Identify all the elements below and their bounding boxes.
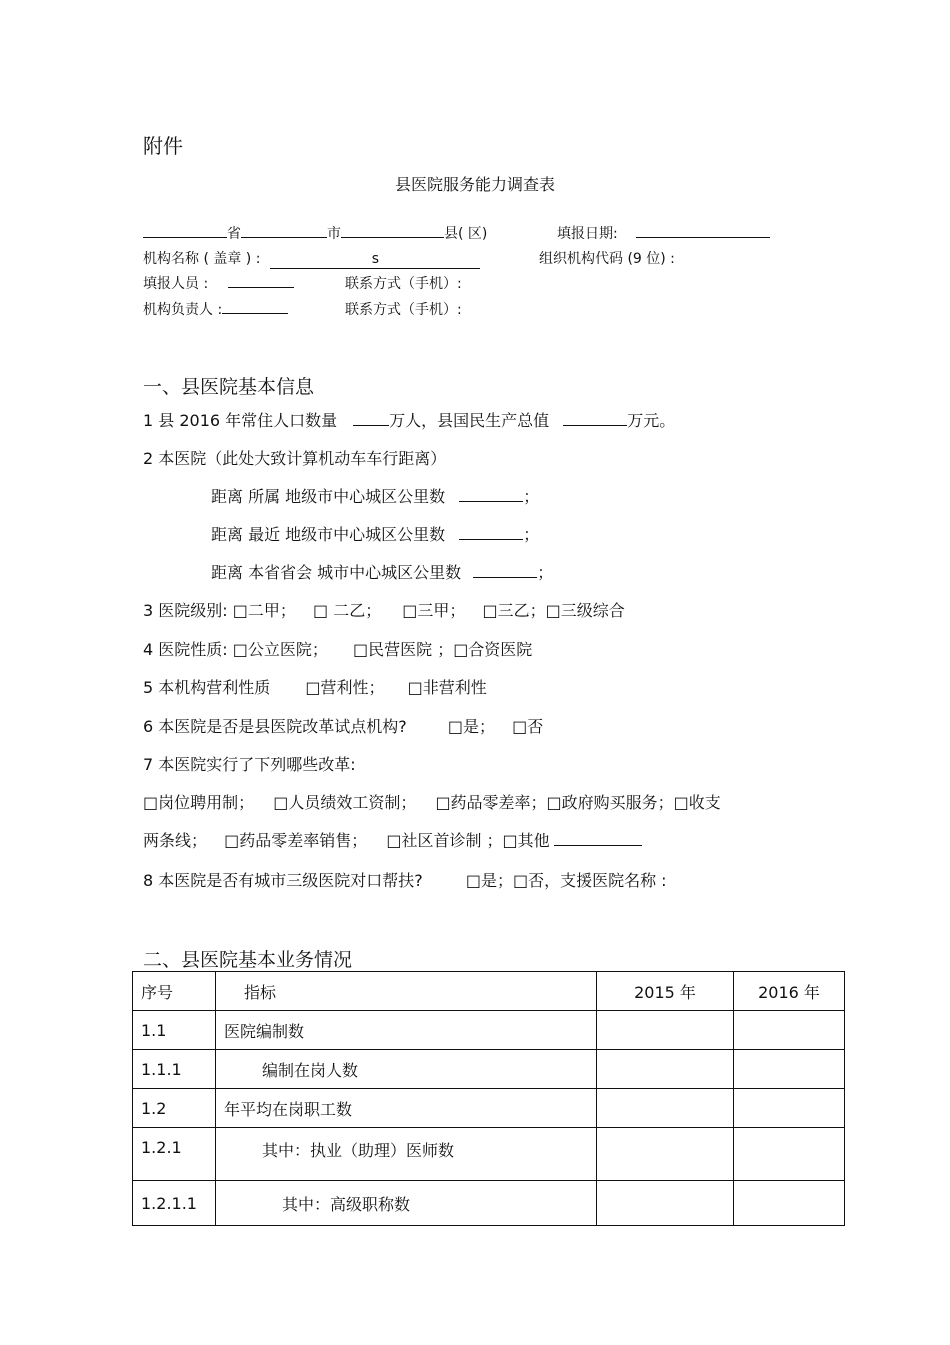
distance-prefecture-field[interactable] (459, 487, 523, 502)
business-table (132, 971, 845, 1226)
question-7-options-line1 (143, 790, 721, 813)
table-row (133, 1181, 845, 1226)
table-row (133, 1128, 845, 1181)
q1-mid: 万人，县国民生产总值 (389, 411, 550, 430)
section2-heading: 二、县医院基本业务情况 (143, 949, 353, 971)
question-2a (211, 484, 539, 507)
row-no: 1.2.1.1 (133, 1181, 216, 1226)
filler-label: 填报人员 : (143, 276, 209, 292)
head-line (143, 299, 288, 319)
form-title: 县医院服务能力调查表 (394, 175, 555, 194)
distance-nearest-field[interactable] (459, 525, 523, 540)
cell-2015[interactable] (597, 1050, 734, 1089)
contact2-label: 联系方式（手机）: (345, 302, 462, 318)
cell-2016[interactable] (734, 1089, 845, 1128)
county-suffix: 县( 区) (444, 226, 488, 242)
attachment-label: 附件 (143, 134, 183, 158)
county-field[interactable] (341, 223, 444, 238)
level-option-2a[interactable]: □二甲； (232, 601, 296, 620)
q2a-end: ； (523, 487, 540, 506)
reform-other-field[interactable] (554, 831, 642, 846)
reform-option-salary[interactable]: □人员绩效工资制； (273, 793, 417, 812)
question-4 (143, 637, 532, 660)
pilot-option-yes[interactable]: □是； (447, 717, 495, 736)
city-field[interactable] (241, 223, 327, 238)
q6-label: 6 本医院是否是县医院改革试点机构? (143, 717, 407, 736)
level-option-3a[interactable]: □三甲； (402, 601, 466, 620)
nature-option-public[interactable]: □公立医院； (232, 640, 328, 659)
question-2b (211, 522, 539, 545)
org-code-label: 组织机构代码 (9 位) : (539, 251, 675, 267)
question-5 (143, 675, 487, 698)
gdp-field[interactable] (563, 411, 627, 426)
q2a-text: 距离 所属 地级市中心城区公里数 (211, 487, 446, 506)
question-6 (143, 714, 543, 737)
org-name-line (143, 248, 480, 269)
q2b-end: ； (523, 525, 540, 544)
row-indicator (216, 1050, 597, 1089)
row-indicator: 年平均在岗职工数 (216, 1089, 597, 1128)
level-option-3b-general[interactable]: □三乙；□三级综合 (482, 601, 625, 620)
row-no: 1.1.1 (133, 1050, 216, 1089)
q4-label: 4 医院性质: (143, 640, 228, 659)
col-header-no: 序号 (133, 972, 216, 1011)
filler-field[interactable] (228, 273, 294, 288)
row-indicator (216, 1128, 597, 1181)
fill-date-field[interactable] (636, 223, 770, 238)
reform-option-post[interactable]: □岗位聘用制； (143, 793, 255, 812)
pilot-option-no[interactable]: □否 (512, 717, 544, 736)
population-field[interactable] (353, 411, 389, 426)
province-suffix: 省 (227, 226, 241, 242)
table-row (133, 1011, 845, 1050)
question-3 (143, 598, 625, 621)
org-name-value: s (371, 251, 380, 267)
contact1-label: 联系方式（手机）: (345, 276, 462, 292)
q2c-end: ； (537, 563, 554, 582)
col-header-2016: 2016 年 (734, 972, 845, 1011)
question-1 (143, 408, 675, 431)
reform-option-drug-purchase-lines[interactable]: □药品零差率；□政府购买服务；□收支 (435, 793, 721, 812)
question-7: 7 本医院实行了下列哪些改革: (143, 755, 356, 774)
q1-suffix: 万元。 (627, 411, 676, 430)
cell-2015[interactable] (597, 1011, 734, 1050)
filler-line (143, 273, 294, 293)
support-option-yes-no[interactable]: □是；□否，支援医院名称 : (465, 871, 667, 890)
row-indicator-text: 其中：执业（助理）医师数 (262, 1141, 455, 1160)
reform-option-drug-sales[interactable]: □药品零差率销售； (224, 831, 368, 850)
province-field[interactable] (143, 223, 227, 238)
region-line (143, 223, 487, 243)
question-7-options-line2 (143, 828, 642, 851)
org-name-field[interactable] (270, 251, 480, 269)
distance-capital-field[interactable] (473, 563, 537, 578)
col-header-2015: 2015 年 (597, 972, 734, 1011)
q1-prefix: 1 县 2016 年常住人口数量 (143, 411, 338, 430)
q2b-text: 距离 最近 地级市中心城区公里数 (211, 525, 446, 544)
profit-option-yes[interactable]: □营利性； (305, 678, 385, 697)
cell-2016[interactable] (734, 1181, 845, 1226)
table-row (133, 1050, 845, 1089)
q3-label: 3 医院级别: (143, 601, 228, 620)
table-row (133, 1089, 845, 1128)
q8-label: 8 本医院是否有城市三级医院对口帮扶? (143, 871, 423, 890)
cell-2015[interactable] (597, 1181, 734, 1226)
row-indicator (216, 1181, 597, 1226)
row-indicator-text: 其中：高级职称数 (282, 1194, 411, 1214)
table-header-row (133, 972, 845, 1011)
level-option-2b[interactable]: □ 二乙； (312, 601, 382, 620)
cell-2016[interactable] (734, 1128, 845, 1181)
question-2: 2 本医院（此处大致计算机动车车行距离） (143, 449, 447, 468)
row-indicator: 医院编制数 (216, 1011, 597, 1050)
question-8 (143, 868, 667, 891)
reform-option-two-lines-cont: 两条线； (143, 831, 208, 850)
section1-heading: 一、县医院基本信息 (143, 376, 315, 398)
org-name-label: 机构名称 ( 盖章 ) : (143, 251, 261, 267)
row-indicator-text: 编制在岗人数 (262, 1060, 359, 1080)
head-field[interactable] (222, 299, 288, 314)
head-label: 机构负责人 : (143, 302, 223, 318)
reform-option-community-other[interactable]: □社区首诊制 ；□其他 (386, 831, 550, 850)
cell-2015[interactable] (597, 1089, 734, 1128)
col-header-indicator: 指标 (216, 972, 597, 1011)
profit-option-no[interactable]: □非营利性 (407, 678, 487, 697)
fill-date-label: 填报日期: (557, 226, 618, 242)
city-suffix: 市 (327, 226, 341, 242)
nature-option-private-joint[interactable]: □民营医院 ；□合资医院 (352, 640, 533, 659)
cell-2016[interactable] (734, 1050, 845, 1089)
row-no: 1.2.1 (133, 1128, 216, 1181)
fill-date-line (557, 223, 770, 243)
q2c-text: 距离 本省省会 城市中心城区公里数 (211, 563, 462, 582)
cell-2015[interactable] (597, 1128, 734, 1181)
question-2c (211, 560, 553, 583)
q5-label: 5 本机构营利性质 (143, 678, 271, 697)
row-no: 1.2 (133, 1089, 216, 1128)
row-no: 1.1 (133, 1011, 216, 1050)
cell-2016[interactable] (734, 1011, 845, 1050)
